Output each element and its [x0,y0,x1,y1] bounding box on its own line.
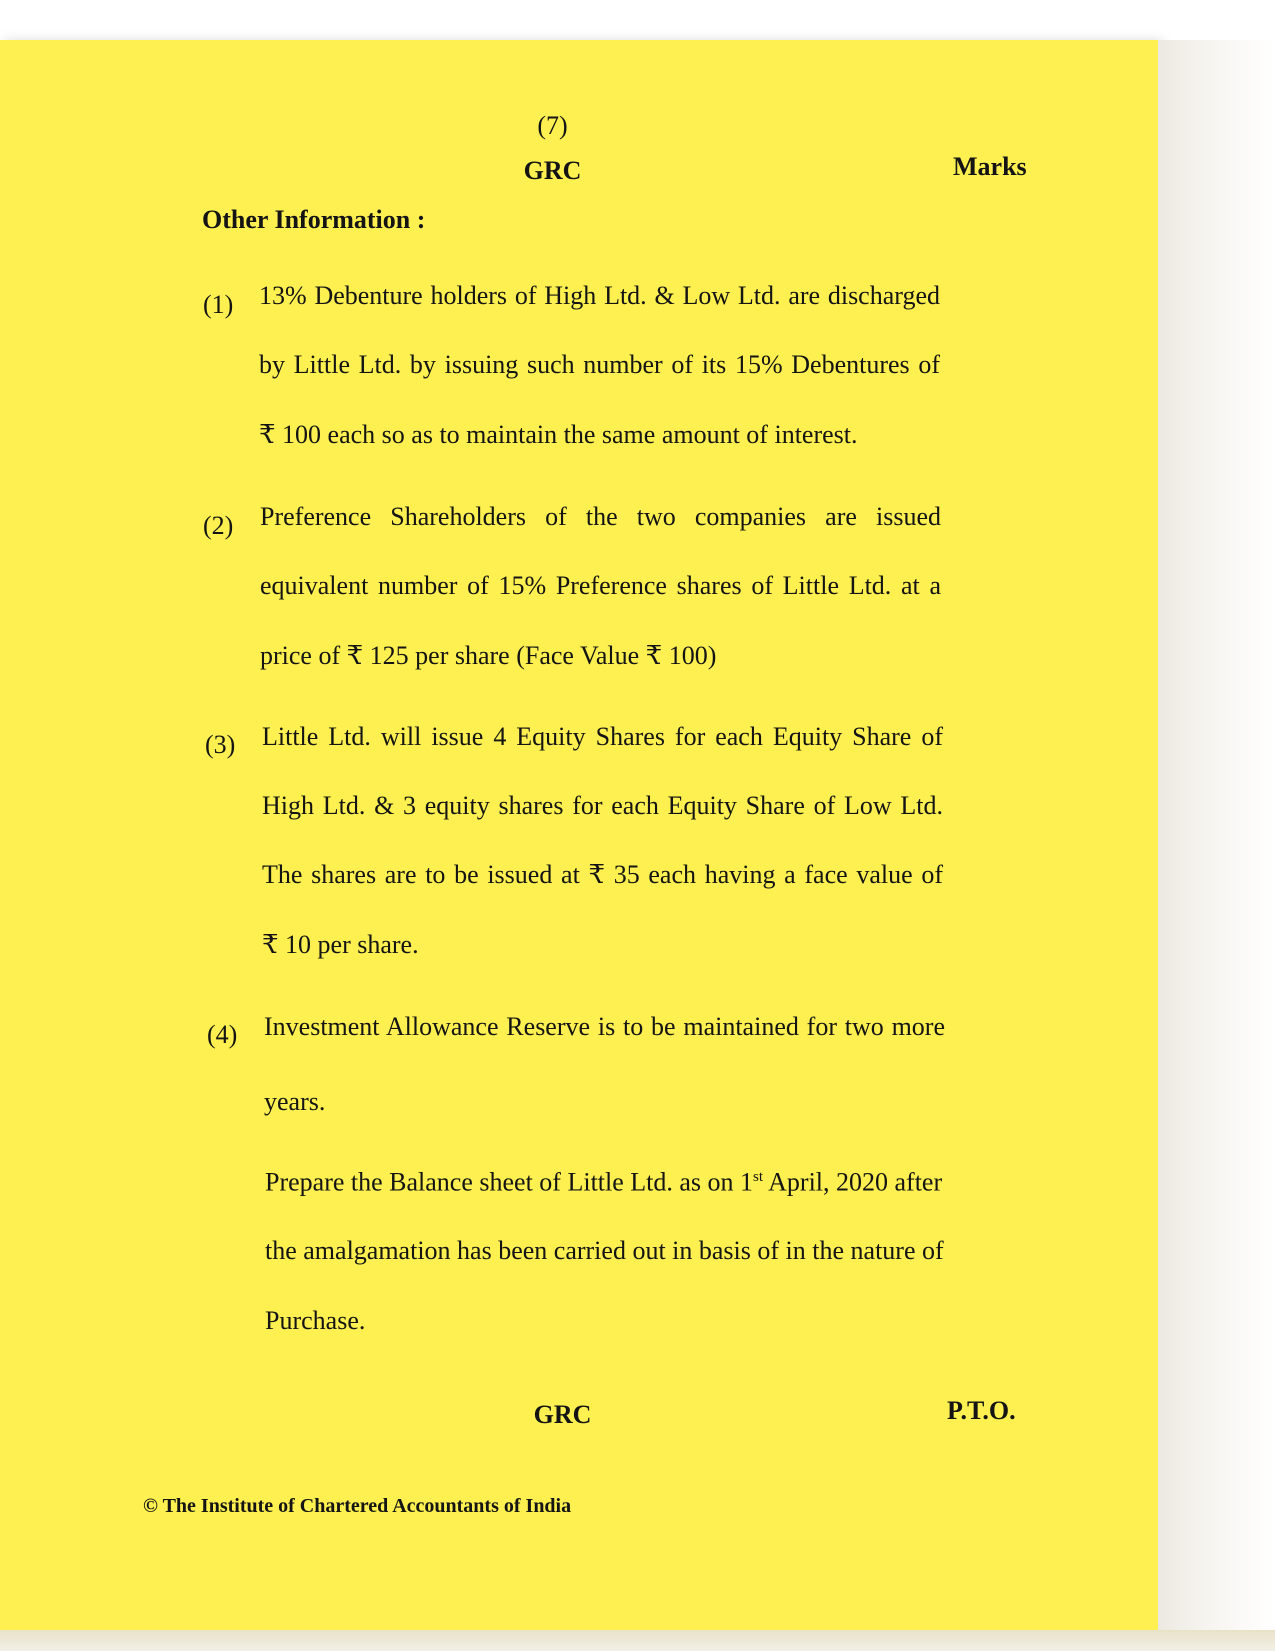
section-title: Other Information : [202,205,426,234]
page-number: (7) [537,111,568,140]
marks-label: Marks [953,152,1027,181]
exam-page [0,40,1158,1630]
item-line: price of ₹ 125 per share (Face Value ₹ 100) [260,641,717,670]
page-edge-shadow [1158,40,1275,1651]
item-line: ₹ 100 each so as to maintain the same amount of interest. [259,420,858,449]
item-number: (2) [203,511,234,540]
instruction-line-1: Prepare the Balance sheet of Little Ltd. as on 1st April, 2020 after [265,1167,943,1197]
page-bottom-edge [0,1630,1275,1651]
item-line: Little Ltd. will issue 4 Equity Shares for each Equity Share of [262,722,943,751]
instruction-line-3: Purchase. [265,1306,366,1335]
item-line: years. [264,1087,326,1116]
item-number: (3) [205,730,236,759]
item-line: equivalent number of 15% Preference shares of Little Ltd. at a [260,571,941,600]
copyright-notice: © The Institute of Chartered Accountants of India [143,1495,572,1517]
instruction-line-2: the amalgamation has been carried out in basis of in the nature of [265,1236,944,1265]
item-line: ₹ 10 per share. [262,930,419,959]
item-line: 13% Debenture holders of High Ltd. & Low Ltd. are discharged [259,281,940,310]
item-number: (4) [207,1020,238,1049]
item-number: (1) [203,290,234,319]
paper-code-header: GRC [523,156,582,185]
item-line: Investment Allowance Reserve is to be maintained for two more [264,1012,945,1041]
item-line: High Ltd. & 3 equity shares for each Equity Share of Low Ltd. [262,791,943,820]
item-line: The shares are to be issued at ₹ 35 each having a face value of [262,860,943,889]
paper-code-footer: GRC [533,1400,592,1429]
item-line: by Little Ltd. by issuing such number of its 15% Debentures of [259,350,940,379]
item-line: Preference Shareholders of the two companies are issued [260,502,941,531]
pto-label: P.T.O. [947,1396,1016,1425]
